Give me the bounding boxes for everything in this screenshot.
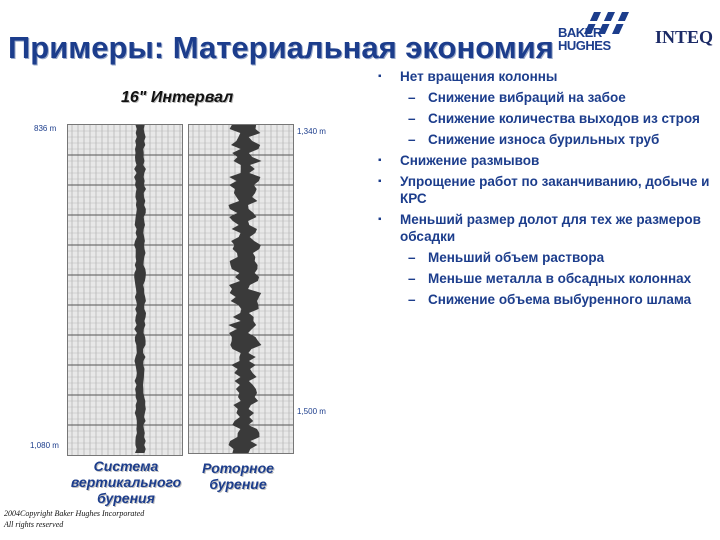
caption-line: Система	[93, 458, 159, 474]
slide-title: Примеры: Материальная экономия	[8, 30, 554, 65]
depth-bottom-left: 1,080 m	[30, 441, 59, 450]
bullet-item: ▪ Меньший размер долот для тех же размеров обсадки	[378, 212, 701, 244]
caption-line: Роторное	[202, 460, 274, 476]
well-log-left-image	[67, 124, 183, 456]
interval-label: 16" Интервал	[121, 89, 234, 106]
sub-bullet-item: – Снижение количества выходов из строя	[408, 111, 700, 126]
log-trace	[228, 125, 261, 453]
caption-vertical-drilling	[64, 458, 188, 506]
dash-bullet-icon: –	[408, 132, 416, 147]
sub-bullet-item: – Снижение объема выбуренного шлама	[408, 292, 692, 307]
bullet-item: ▪ Нет вращения колонны	[378, 69, 558, 84]
square-bullet-icon: ▪	[378, 214, 382, 225]
caption-line: бурение	[209, 476, 267, 492]
bullet-item: ▪ Снижение размывов	[378, 153, 540, 168]
dash-bullet-icon: –	[408, 90, 416, 105]
square-bullet-icon: ▪	[378, 71, 382, 82]
caption-line: бурения	[97, 490, 155, 506]
caption-rotary-drilling	[186, 460, 290, 492]
dash-bullet-icon: –	[408, 250, 416, 265]
sub-bullet-item: – Снижение вибраций на забое	[408, 90, 626, 105]
dash-bullet-icon: –	[408, 271, 416, 286]
sub-bullet-item: – Меньше металла в обсадных колоннах	[408, 271, 692, 286]
depth-top-left: 836 m	[34, 124, 57, 133]
dash-bullet-icon: –	[408, 111, 416, 126]
logo-line-baker: BAKER	[558, 25, 602, 40]
dash-bullet-icon: –	[408, 292, 416, 307]
copyright	[4, 508, 144, 530]
square-bullet-icon: ▪	[378, 176, 382, 187]
copyright-line: 2004Copyright Baker Hughes Incorporated	[4, 509, 145, 518]
sub-bullet-item: – Меньший объем раствора	[408, 250, 605, 265]
depth-top-right: 1,340 m	[297, 127, 326, 136]
sub-bullet-item: – Снижение износа бурильных труб	[408, 132, 660, 147]
bullet-item: ▪ Упрощение работ по заканчиванию, добыче и КРС	[378, 174, 710, 206]
well-log-right-image	[188, 124, 294, 454]
baker-hughes-logo-text	[558, 26, 611, 52]
bullet-list	[376, 68, 712, 312]
square-bullet-icon: ▪	[378, 155, 382, 166]
caption-line: вертикального	[70, 474, 182, 490]
depth-bottom-right: 1,500 m	[297, 407, 326, 416]
logo-line-hughes: HUGHES	[558, 38, 611, 53]
copyright-line: All rights reserved	[4, 520, 64, 529]
inteq-logo: INTEQ	[655, 27, 714, 47]
